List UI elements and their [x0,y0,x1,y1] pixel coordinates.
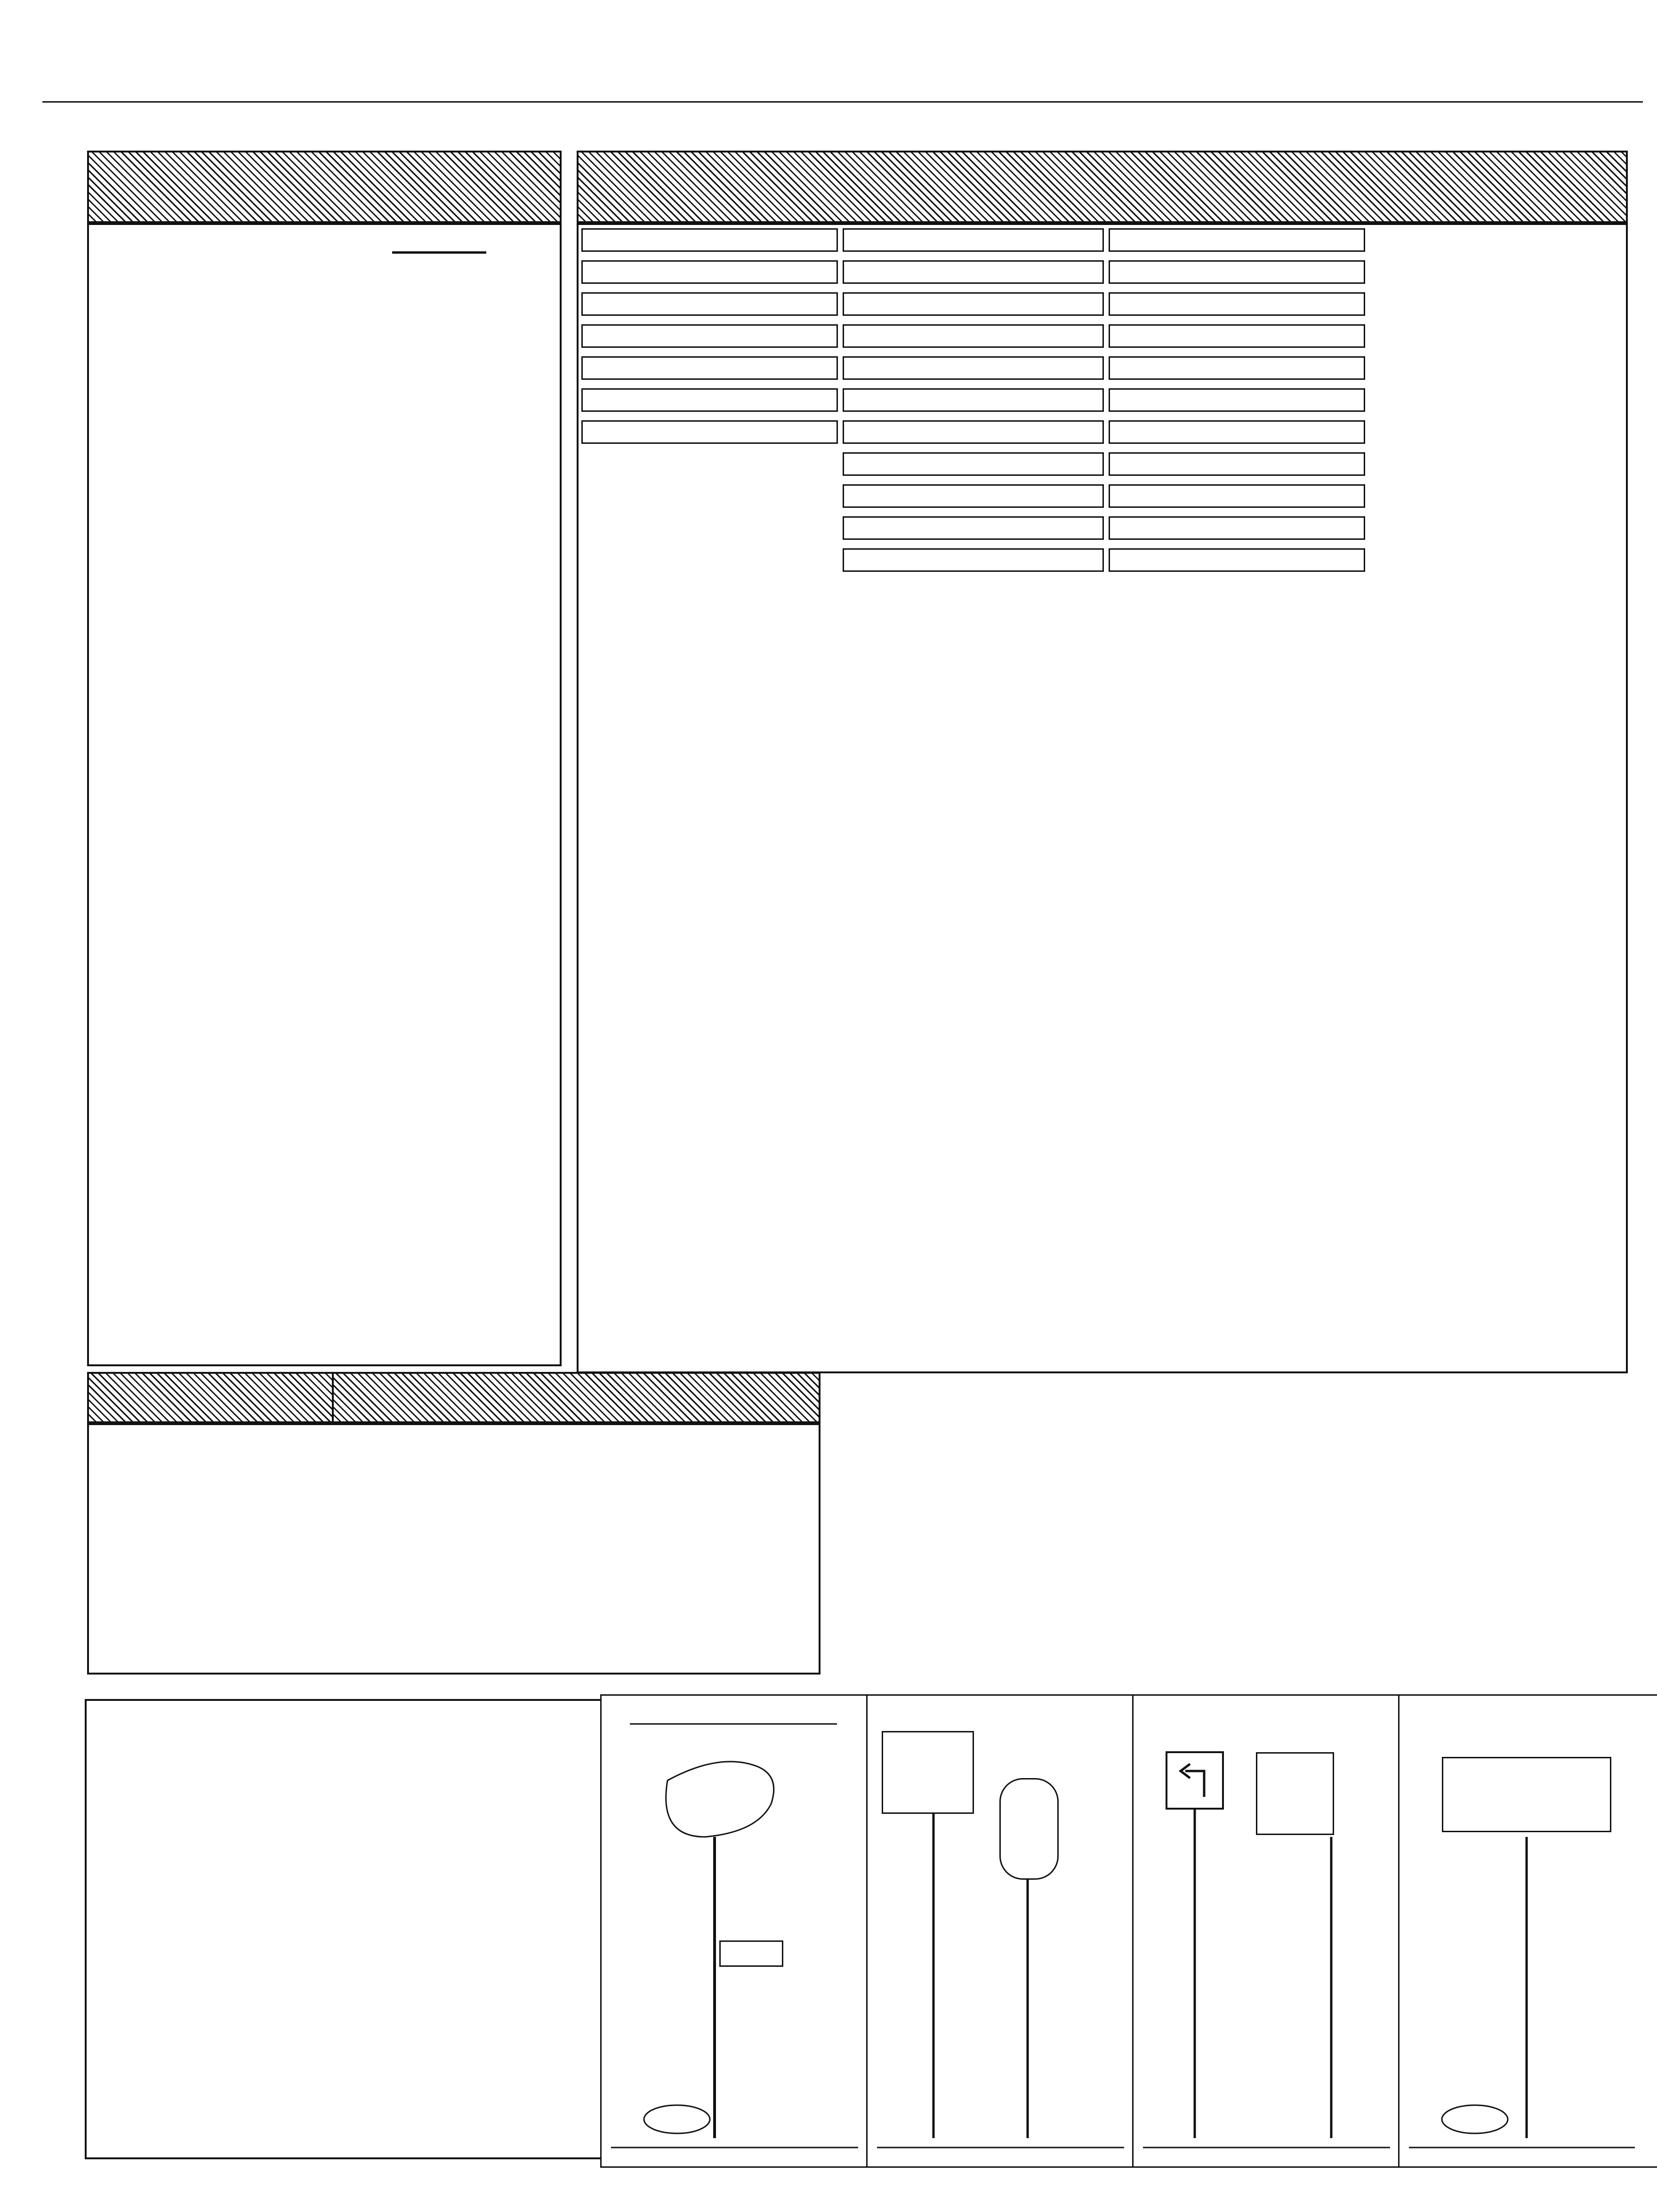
comic-panel-3 [1132,1694,1401,2168]
comic-panel-4 [1398,1694,1657,2168]
cinema-listing [843,420,1104,444]
cinema-name-header [1109,452,1365,476]
cinema-name-header [581,324,838,348]
cinema-name-header [843,420,1104,444]
cinema-listing [1109,484,1365,508]
cinema-listing [843,452,1104,476]
outros-col-1 [337,1426,577,1668]
cinema-listing [843,324,1104,348]
cinema-name-header [843,292,1104,316]
cinema-name-header [843,452,1104,476]
cinema-name-header [843,388,1104,412]
cinema-name-header [1109,292,1365,316]
cinema-name-header [1109,484,1365,508]
cinema-listing [843,260,1104,284]
sign-saida-unicamente [1256,1752,1334,1835]
masthead-rule [42,101,1643,103]
farmacias-col-1 [99,226,315,1360]
cinema-listing [1109,228,1365,252]
cinema-name-header [1109,228,1365,252]
cinema-name-header [1109,548,1365,572]
cinema-name-header [581,420,838,444]
snoopy-drawing [602,1696,868,2166]
cinema-name-header [1109,420,1365,444]
sign-estrada-camionetas [882,1731,974,1814]
cinema-listing [1109,292,1365,316]
cinema-listing [1109,260,1365,284]
cinema-column-3 [1109,228,1365,1365]
cinema-name-header [1109,324,1365,348]
cinema-listing [1109,420,1365,444]
masthead [42,71,1643,99]
outros-col-2 [588,1426,810,1668]
cinema-listing [1109,516,1365,540]
comic-panel-2 [866,1694,1135,2168]
cinema-name-header [843,484,1104,508]
cinema-listing [843,228,1104,252]
teatros-col [94,1426,325,1668]
cinema-listing [1109,388,1365,412]
cinema-name-header [581,292,838,316]
cinema-listing [581,292,838,316]
cinema-name-header [581,388,838,412]
cinema-listing [581,228,838,252]
cinema-listing [1109,452,1365,476]
cursos-left [96,1816,416,1869]
cinema-listing [581,260,838,284]
cinema-name-header [581,228,838,252]
cinema-listing [581,324,838,348]
cinema-listing [1109,324,1365,348]
cinema-listing [843,292,1104,316]
cinema-name-header [581,356,838,380]
teatros-banner [87,1372,336,1425]
cinema-name-header [843,228,1104,252]
cinema-name-header [843,260,1104,284]
cinema-name-header [843,324,1104,348]
cartaz-banner [577,151,1628,225]
cinema-name-header [843,356,1104,380]
cinema-name-header [1109,388,1365,412]
cinema-name-header [1109,260,1365,284]
farmacias-banner [87,151,562,225]
cinema-listing [581,356,838,380]
cinema-listing [1109,356,1365,380]
sign-estrada-migratoria [1442,1757,1611,1832]
sign-caminho-bicicletas [999,1778,1059,1880]
farmacias-col-2 [330,226,548,1360]
sign-sul [719,1940,783,1967]
cinema-name-header [843,548,1104,572]
divider [392,251,486,254]
cinema-listing [843,356,1104,380]
cinema-listing [843,516,1104,540]
cinema-name-header [843,516,1104,540]
cinema-column-2 [843,228,1104,1365]
cinema-name-header [1109,356,1365,380]
cinema-listing [581,420,838,444]
cinema-listing [843,484,1104,508]
cinema-column-1 [581,228,838,1365]
cinema-name-header [1109,516,1365,540]
cinema-listing [1109,548,1365,572]
cinema-listing [843,548,1104,572]
cinema-listing [843,388,1104,412]
cinema-listing [581,388,838,412]
cinema-name-header [581,260,838,284]
outros-cinemas-banner [332,1372,820,1425]
comic-panel-1 [600,1694,869,2168]
